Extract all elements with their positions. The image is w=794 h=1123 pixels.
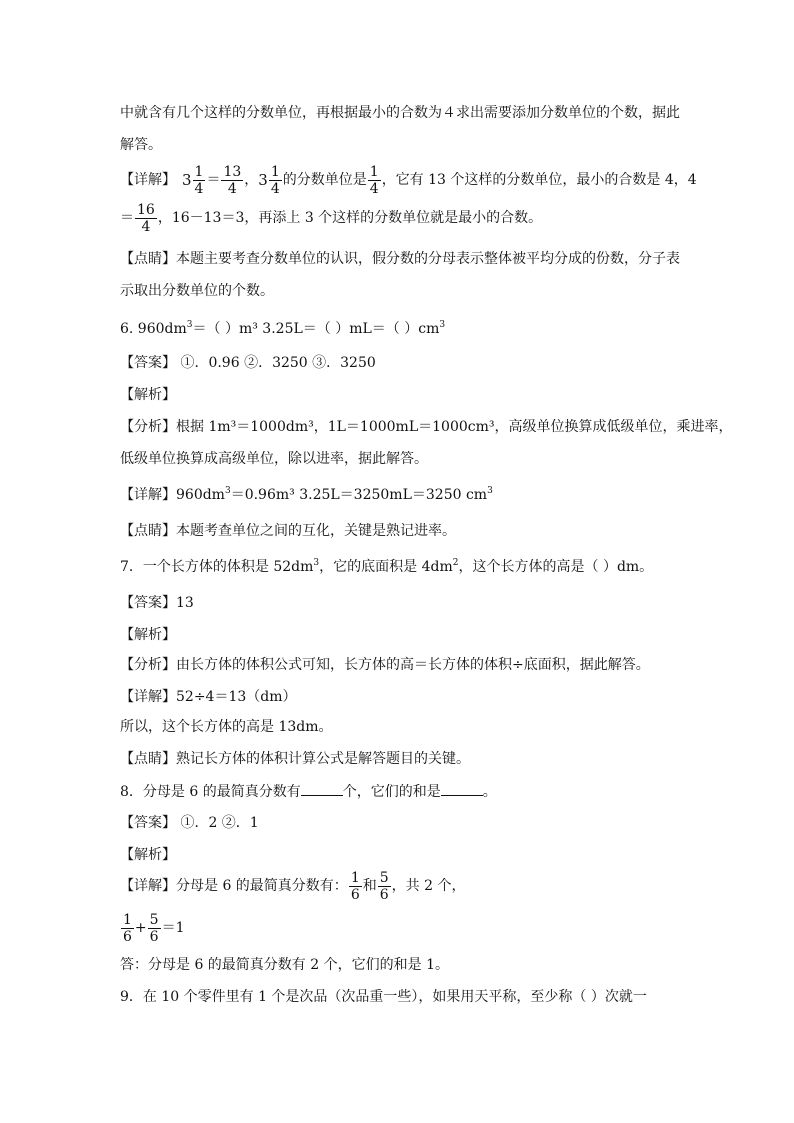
- fraction: $\frac{16}{4}$: [137, 201, 155, 235]
- text-line: 解答。: [120, 137, 162, 153]
- q6-detail: 【详解】$960dm^3=0.96m^3$ 3.25L＝3250mL＝3250 $cm^3$: [120, 486, 493, 503]
- q7-answer: 【答案】13: [120, 595, 194, 611]
- text-line: 中就含有几个这样的分数单位，再根据最小的合数为４求出需要添加分数单位的个数，据此: [120, 105, 680, 121]
- q5-comment-line1: 【点睛】本题主要考查分数单位的认识，假分数的分母表示整体被平均分成的份数，分子表: [120, 251, 680, 267]
- mixed-number: 3 $\frac{1}{4}$: [182, 163, 204, 197]
- q6-answer: 【答案】 ①．0.96 ②．3250 ③．3250: [120, 355, 376, 371]
- answer-blank: [441, 782, 483, 796]
- q5-detail-line1: 【详解】 3 $\frac{1}{4}$ ＝ $\frac{13}{4}$ ，3 $\frac{1}{4}$ 的分数单位是 $\frac{1}{4}$ ，它有 13 个这样的分数单位，最小的合数是 4，4: [120, 163, 697, 197]
- fraction: $\frac{1}{6}$: [350, 869, 360, 903]
- q8-answer: 【答案】 ①．2 ②．1: [120, 815, 259, 831]
- q7-detail: 【详解】52÷4＝13（dm）: [120, 689, 297, 705]
- q7-so: 所以，这个长方体的高是 13dm。: [120, 719, 333, 735]
- q9-question: 9．在 10 个零件里有 1 个是次品（次品重一些），如果用天平称，至少称（ ）次就一: [120, 989, 647, 1005]
- fraction: $\frac{1}{4}$: [369, 163, 379, 197]
- q7-question: 7．一个长方体的体积是 $52dm^3$，它的底面积是 $4dm^2$，这个长方体的高是（ ）dm。: [120, 558, 654, 575]
- q8-analysis-label: 【解析】: [120, 847, 176, 863]
- q8-sum: $\frac{1}{6}$ + $\frac{5}{6}$ ＝1: [123, 911, 185, 945]
- q8-question: 8．分母是 6 的最简真分数有 个，它们的和是 。: [120, 784, 497, 800]
- q7-comment: 【点睛】熟记长方体的体积计算公式是解答题目的关键。: [120, 751, 470, 767]
- q6-question: 6. $960dm^3=$（ ）m³ 3.25L＝（ ）mL＝（ ）$cm^3$: [120, 320, 446, 337]
- q5-comment-line2: 示取出分数单位的个数。: [120, 283, 274, 299]
- q7-analysis-label: 【解析】: [120, 627, 176, 643]
- fraction: $\frac{13}{4}$: [223, 163, 242, 197]
- q6-analysis-label: 【解析】: [120, 387, 176, 403]
- q8-conclusion: 答：分母是 6 的最简真分数有 2 个，它们的和是 1。: [120, 957, 449, 973]
- q8-detail: 【详解】分母是 6 的最简真分数有： $\frac{1}{6}$ 和 $\frac{5}{6}$ ，共 2 个，: [120, 869, 466, 903]
- fraction: $\frac{5}{6}$: [379, 869, 389, 903]
- fraction: $\frac{5}{6}$: [149, 911, 159, 945]
- fraction: $\frac{1}{6}$: [123, 911, 132, 945]
- mixed-number: 3 $\frac{1}{4}$: [258, 163, 280, 197]
- answer-blank: [301, 782, 343, 796]
- q6-fenxi-line2: 低级单位换算成高级单位，除以进率，据此解答。: [120, 451, 428, 467]
- q7-fenxi: 【分析】由长方体的体积公式可知，长方体的高＝长方体的体积÷底面积，据此解答。: [120, 657, 650, 673]
- q5-detail-line2: ＝ $\frac{16}{4}$ ，16－13＝3，再添上 3 个这样的分数单位就是最小的合数。: [120, 201, 543, 235]
- q6-fenxi-line1: 【分析】根据 1m³＝1000dm³，1L＝1000mL＝1000cm³，高级单位换算成低级单位，乘进率，: [120, 419, 733, 435]
- q6-comment: 【点睛】本题考查单位之间的互化，关键是熟记进率。: [120, 523, 456, 539]
